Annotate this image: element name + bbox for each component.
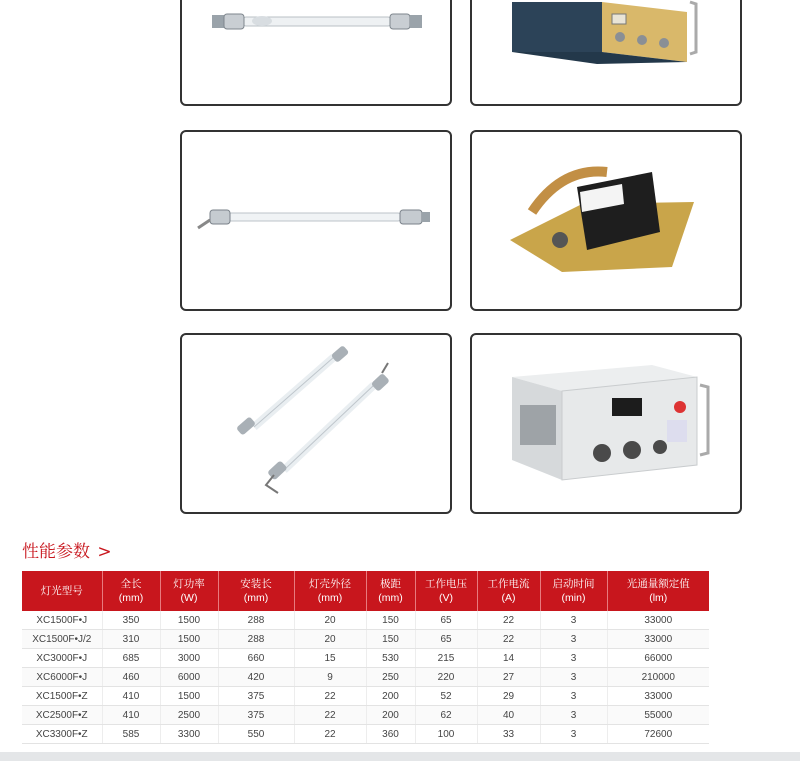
table-cell: 3300 [160, 725, 218, 744]
table-cell: 22 [294, 687, 366, 706]
table-cell: 22 [477, 630, 540, 649]
table-cell: 33000 [607, 687, 709, 706]
table-cell: 375 [218, 706, 294, 725]
table-cell: 6000 [160, 668, 218, 687]
table-cell: 65 [415, 611, 477, 630]
xenon-lamp-image [182, 0, 450, 104]
column-header-unit: (A) [501, 592, 516, 604]
product-card-xenon-lamp-2[interactable] [180, 130, 452, 311]
table-cell: 22 [477, 611, 540, 630]
section-title [22, 537, 112, 562]
column-header [160, 571, 218, 611]
chevron-right-icon[interactable]: > [97, 542, 112, 562]
igniter-board-image [472, 132, 740, 309]
table-cell: 250 [366, 668, 415, 687]
table-cell: 14 [477, 649, 540, 668]
column-header [607, 571, 709, 611]
table-cell: 65 [415, 630, 477, 649]
table-row [22, 668, 709, 687]
product-card-xenon-lamp-1[interactable] [180, 0, 452, 106]
table-cell: XC6000F•J [22, 668, 102, 687]
table-cell: 3 [540, 630, 607, 649]
table-cell: 3 [540, 687, 607, 706]
table-cell: 288 [218, 630, 294, 649]
table-cell: 20 [294, 611, 366, 630]
product-card-igniter-board[interactable] [470, 130, 742, 311]
power-supply-image [472, 335, 740, 512]
column-header [366, 571, 415, 611]
table-cell: 72600 [607, 725, 709, 744]
table-cell: 9 [294, 668, 366, 687]
table-cell: 210000 [607, 668, 709, 687]
table-row [22, 630, 709, 649]
column-header-label: 安装长 [240, 578, 272, 590]
table-cell: 2500 [160, 706, 218, 725]
table-row [22, 687, 709, 706]
table-row [22, 649, 709, 668]
table-cell: 150 [366, 611, 415, 630]
table-cell: 420 [218, 668, 294, 687]
table-cell: 52 [415, 687, 477, 706]
table-cell: 29 [477, 687, 540, 706]
table-cell: 33000 [607, 611, 709, 630]
table-cell: 40 [477, 706, 540, 725]
table-cell: XC3000F•J [22, 649, 102, 668]
table-cell: 220 [415, 668, 477, 687]
table-cell: 15 [294, 649, 366, 668]
column-header [415, 571, 477, 611]
column-header-label: 极距 [380, 578, 401, 590]
table-cell: 27 [477, 668, 540, 687]
section-title-text: 性能参数 [22, 542, 90, 562]
table-cell: XC1500F•J [22, 611, 102, 630]
table-cell: 288 [218, 611, 294, 630]
table-row [22, 706, 709, 725]
table-cell: XC3300F•Z [22, 725, 102, 744]
column-header-label: 灯壳外径 [309, 578, 351, 590]
table-cell: 3 [540, 706, 607, 725]
table-cell: 200 [366, 706, 415, 725]
table-cell: 1500 [160, 687, 218, 706]
table-body [22, 611, 709, 744]
table-cell: 200 [366, 687, 415, 706]
table-cell: 530 [366, 649, 415, 668]
table-cell: 550 [218, 725, 294, 744]
table-header-row [22, 571, 709, 611]
table-cell: 150 [366, 630, 415, 649]
table-row [22, 611, 709, 630]
column-header-label: 灯功率 [173, 578, 205, 590]
table-cell: 3000 [160, 649, 218, 668]
table-cell: 660 [218, 649, 294, 668]
column-header-unit: (mm) [118, 592, 144, 604]
table-cell: 410 [102, 687, 160, 706]
table-cell: 3 [540, 668, 607, 687]
column-header [477, 571, 540, 611]
table-cell: 22 [294, 725, 366, 744]
column-header [540, 571, 607, 611]
column-header [22, 571, 102, 611]
table-cell: 22 [294, 706, 366, 725]
table-cell: 585 [102, 725, 160, 744]
table-cell: 3 [540, 649, 607, 668]
table-cell: 3 [540, 725, 607, 744]
table-cell: XC2500F•Z [22, 706, 102, 725]
table-cell: 350 [102, 611, 160, 630]
product-card-power-supply-1[interactable] [470, 0, 742, 106]
product-card-power-supply-2[interactable] [470, 333, 742, 514]
bottom-scrollbar[interactable] [0, 752, 800, 761]
xenon-lamp-image [182, 132, 450, 309]
column-header-label: 启动时间 [552, 578, 595, 590]
table-cell: 33 [477, 725, 540, 744]
power-supply-image [472, 0, 740, 104]
table-cell: 410 [102, 706, 160, 725]
column-header-unit: (mm) [378, 592, 403, 604]
table-cell: 100 [415, 725, 477, 744]
table-cell: 1500 [160, 611, 218, 630]
table-cell: 460 [102, 668, 160, 687]
column-header-unit: (min) [561, 592, 586, 604]
table-cell: 1500 [160, 630, 218, 649]
column-header [294, 571, 366, 611]
column-header-unit: (mm) [243, 592, 269, 604]
table-cell: 62 [415, 706, 477, 725]
column-header-label: 全长 [120, 578, 142, 590]
table-cell: 20 [294, 630, 366, 649]
table-cell: XC1500F•J/2 [22, 630, 102, 649]
table-cell: 375 [218, 687, 294, 706]
table-cell: 310 [102, 630, 160, 649]
column-header [102, 571, 160, 611]
parameters-table [22, 571, 709, 744]
xenon-lamp-image [182, 335, 450, 512]
column-header-unit: (W) [180, 592, 198, 604]
column-header [218, 571, 294, 611]
column-header-label: 灯光型号 [40, 585, 83, 597]
table-cell: 360 [366, 725, 415, 744]
column-header-label: 光通量额定值 [626, 578, 690, 590]
table-cell: 33000 [607, 630, 709, 649]
column-header-unit: (V) [439, 592, 453, 604]
table-cell: 66000 [607, 649, 709, 668]
table-cell: XC1500F•Z [22, 687, 102, 706]
column-header-unit: (lm) [649, 592, 668, 604]
table-cell: 55000 [607, 706, 709, 725]
table-cell: 685 [102, 649, 160, 668]
column-header-label: 工作电压 [425, 578, 467, 590]
column-header-label: 工作电流 [487, 578, 530, 590]
product-card-xenon-lamp-3[interactable] [180, 333, 452, 514]
table-cell: 3 [540, 611, 607, 630]
table-row [22, 725, 709, 744]
column-header-unit: (mm) [317, 592, 343, 604]
table-cell: 215 [415, 649, 477, 668]
